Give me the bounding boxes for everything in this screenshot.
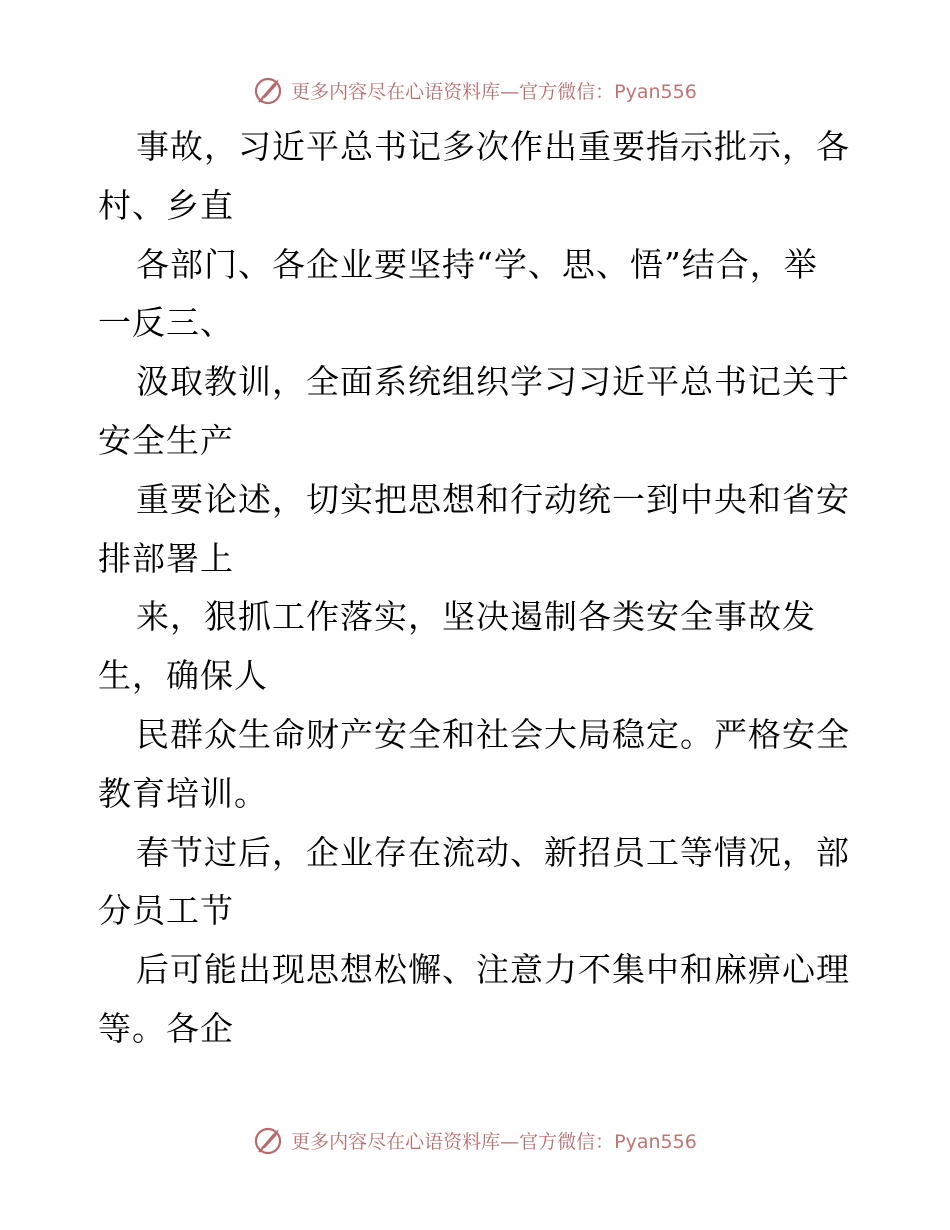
text-line: 一反三、 bbox=[98, 303, 234, 343]
text-line: 生，确保人 bbox=[98, 656, 268, 696]
watermark-label: 更多内容尽在心语资料库—官方微信： bbox=[291, 80, 615, 103]
text-line: 后可能出现思想松懈、注意力不集中和麻痹心理 bbox=[136, 950, 850, 990]
text-line: 事故，习近平总书记多次作出重要指示批示，各 bbox=[136, 127, 850, 166]
quill-pen-logo-icon bbox=[253, 74, 285, 106]
header-watermark bbox=[0, 70, 950, 110]
watermark-label: 更多内容尽在心语资料库—官方微信： bbox=[291, 1130, 615, 1153]
text-line: 来，狠抓工作落实，坚决遏制各类安全事故发 bbox=[136, 597, 816, 637]
text-line: 村、乡直 bbox=[98, 185, 234, 225]
quill-pen-logo-icon bbox=[253, 1124, 285, 1156]
text-line: 等。各企 bbox=[98, 1008, 234, 1048]
text-line: 分员工节 bbox=[98, 891, 234, 931]
watermark-text bbox=[291, 1127, 697, 1154]
watermark-id: Pyan556 bbox=[614, 1130, 697, 1153]
text-line: 安全生产 bbox=[98, 420, 234, 460]
text-line: 民群众生命财产安全和社会大局稳定。严格安全 bbox=[136, 714, 850, 754]
watermark-text bbox=[291, 77, 697, 104]
watermark-id: Pyan556 bbox=[614, 80, 697, 103]
text-line: 各部门、各企业要坚持“学、思、悟”结合，举 bbox=[136, 244, 818, 284]
text-line: 春节过后，企业存在流动、新招员工等情况，部 bbox=[136, 832, 850, 872]
text-line: 重要论述，切实把思想和行动统一到中央和省安 bbox=[136, 479, 850, 519]
text-line: 汲取教训，全面系统组织学习习近平总书记关于 bbox=[136, 362, 850, 402]
text-line: 排部署上 bbox=[98, 538, 234, 578]
text-line: 教育培训。 bbox=[98, 773, 268, 813]
footer-watermark bbox=[0, 1120, 950, 1160]
document-body bbox=[98, 118, 854, 1059]
